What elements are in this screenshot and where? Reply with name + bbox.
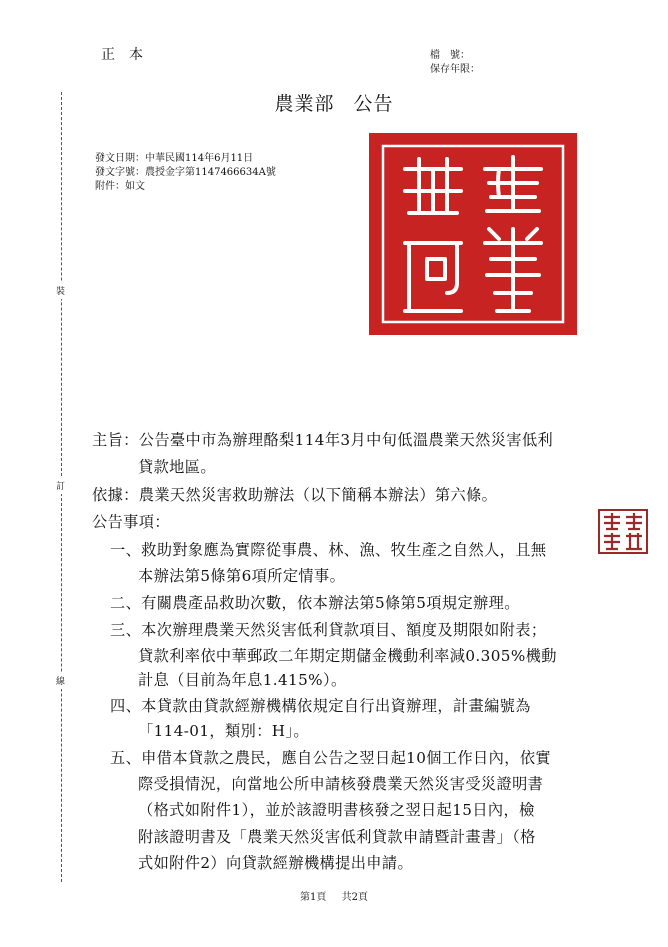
document-title <box>0 89 668 116</box>
retention-period-label: 保存年限： <box>430 64 480 75</box>
document-type: 公告 <box>353 93 394 115</box>
binding-mark-xian: 線 <box>56 672 65 689</box>
item-3-line-2: 貸款利率依中華郵政二年期定期儲金機動利率減0.305%機動 <box>138 647 557 665</box>
page-number: 第1頁 <box>300 892 327 903</box>
item-5-line-1: 五、申借本貸款之農民，應自公告之翌日起10個工作日內，依實 <box>110 749 551 767</box>
binding-mark-ding: 訂 <box>56 477 65 494</box>
file-number-label: 檔 號： <box>430 50 470 61</box>
item-1-line-1: 一、救助對象應為實際從事農、林、漁、牧生產之自然人，且無 <box>110 541 547 559</box>
item-5-line-2: 際受損情況，向當地公所申請核發農業天然災害受災證明書 <box>138 775 544 793</box>
page-footer <box>0 888 668 903</box>
issuing-agency: 農業部 <box>274 93 335 115</box>
item-3-line-1: 三、本次辦理農業天然災害低利貸款項目、額度及期限如附表； <box>110 621 547 639</box>
item-3-line-3: 計息（目前為年息1.415%）。 <box>138 671 347 689</box>
copy-type-label: 正本 <box>101 47 157 63</box>
item-5-line-4: 附該證明書及「農業天然災害低利貸款申請暨計畫書」（格 <box>138 828 536 846</box>
binding-mark-zhuang: 裝 <box>56 282 65 299</box>
item-1-line-2: 本辦法第5條第6項所定情事。 <box>138 567 346 585</box>
basis-line: 依據：農業天然災害救助辦法（以下簡稱本辦法）第六條。 <box>92 486 498 504</box>
subject-line-1: 主旨：公告臺中市為辦理酪梨114年3月中旬低溫農業天然災害低利 <box>92 431 554 449</box>
item-5-line-5: 式如附件2）向貸款經辦機構提出申請。 <box>138 854 414 872</box>
document-number: 發文字號：農授金字第1147466634A號 <box>95 167 276 178</box>
official-seal <box>369 133 577 335</box>
retention-period-row <box>430 63 480 77</box>
file-reference-box <box>430 49 480 77</box>
subject-line-2: 貸款地區。 <box>138 458 216 476</box>
item-4-line-1: 四、本貸款由貸款經辦機構依規定自行出資辦理，計畫編號為 <box>110 697 531 715</box>
item-5-line-3: （格式如附件1），並於該證明書核發之翌日起15日內，檢 <box>138 801 535 819</box>
total-pages: 共2頁 <box>341 892 368 903</box>
attachment-note: 附件：如文 <box>95 181 145 192</box>
announcement-items-heading: 公告事項： <box>92 513 170 531</box>
seal-graphic <box>369 133 577 335</box>
issue-date: 發文日期：中華民國114年6月11日 <box>95 153 254 164</box>
small-seal-stamp <box>598 509 648 554</box>
file-number-row <box>430 49 480 63</box>
item-4-line-2: 「114-01，類別：H」。 <box>138 722 310 740</box>
item-2-line-1: 二、有關農產品救助次數，依本辦法第5條第5項規定辦理。 <box>110 594 520 612</box>
issuance-info <box>95 152 276 194</box>
